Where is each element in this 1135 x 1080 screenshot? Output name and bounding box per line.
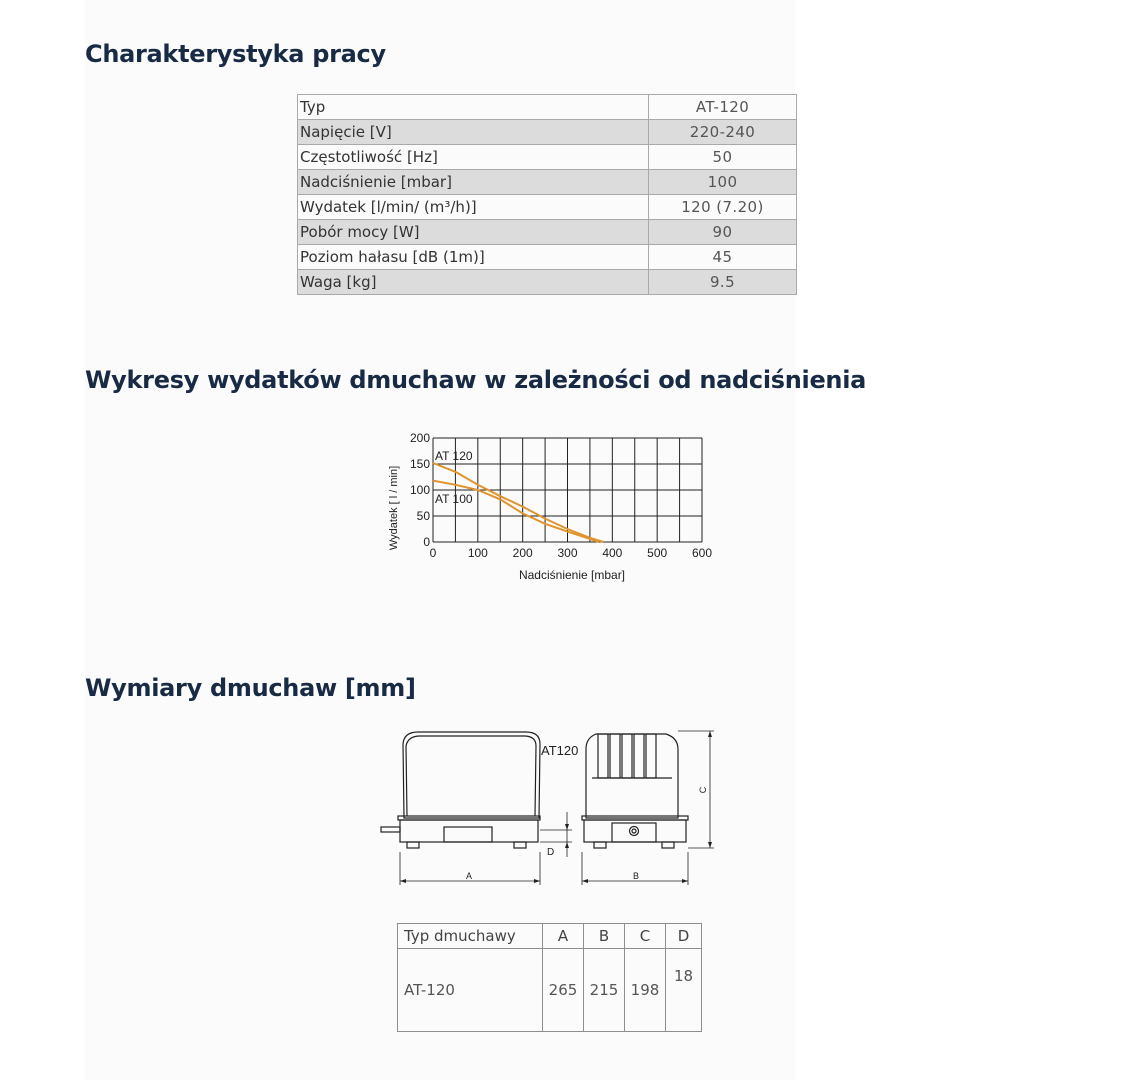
chart-heading: Wykresy wydatków dmuchaw w zależności od nadciśnienia: [85, 366, 867, 394]
x-tick-label: 0: [429, 546, 437, 560]
x-tick-label: 600: [691, 546, 713, 560]
spec-label: Poziom hałasu [dB (1m)]: [298, 245, 649, 270]
dim-label-c: C: [698, 786, 708, 794]
header-c: C: [625, 924, 666, 949]
x-tick-label: 200: [512, 546, 533, 560]
spec-value: 50: [649, 145, 797, 170]
spec-label: Waga [kg]: [298, 270, 649, 295]
flow-pressure-chart: [380, 428, 720, 588]
spec-value: 120 (7.20): [649, 195, 797, 220]
cell-d: 18: [666, 949, 702, 1032]
performance-heading: Charakterystyka pracy: [85, 40, 386, 68]
spec-label: Nadciśnienie [mbar]: [298, 170, 649, 195]
drawing-model-label: AT120: [541, 743, 579, 758]
dim-label-d: D: [547, 847, 555, 858]
y-tick-labels: [410, 431, 430, 549]
spec-label: Napięcie [V]: [298, 120, 649, 145]
spec-label: Pobór mocy [W]: [298, 220, 649, 245]
header-b: B: [584, 924, 625, 949]
table-row: [298, 145, 797, 170]
blower-drawing: [378, 724, 723, 889]
y-tick-label: 100: [409, 483, 430, 497]
x-axis-label: Nadciśnienie [mbar]: [518, 568, 626, 582]
header-d: D: [666, 924, 702, 949]
spec-value: 220-240: [649, 120, 797, 145]
dimensions-heading: Wymiary dmuchaw [mm]: [85, 674, 416, 702]
table-row: [298, 95, 797, 120]
cell-c: 198: [625, 949, 666, 1032]
header-a: A: [543, 924, 584, 949]
y-tick-label: 200: [409, 431, 430, 445]
y-tick-label: 50: [416, 509, 430, 523]
spec-value: 90: [649, 220, 797, 245]
spec-value: AT-120: [649, 95, 797, 120]
table-row: [298, 170, 797, 195]
x-tick-label: 300: [557, 546, 578, 560]
spec-value: 9.5: [649, 270, 797, 295]
table-row: [398, 949, 702, 1032]
x-tick-label: 100: [467, 546, 488, 560]
table-header-row: [398, 924, 702, 949]
table-row: [298, 120, 797, 145]
spec-label: Częstotliwość [Hz]: [298, 145, 649, 170]
table-row: [298, 270, 797, 295]
blower-front-view: [582, 731, 714, 885]
y-axis-label: Wydatek [ l / min]: [388, 465, 400, 551]
table-row: [298, 220, 797, 245]
table-row: [298, 245, 797, 270]
dimensions-table: [397, 923, 702, 1032]
y-tick-label: 0: [423, 535, 430, 549]
dim-label-a: A: [465, 871, 473, 881]
series-label-at100: AT 100: [435, 492, 473, 506]
table-row: [298, 195, 797, 220]
series-label-at120: AT 120: [435, 449, 473, 463]
spec-label: Wydatek [l/min/ (m³/h)]: [298, 195, 649, 220]
dim-label-b: B: [632, 871, 640, 881]
y-tick-label: 150: [409, 457, 430, 471]
cell-b: 215: [584, 949, 625, 1032]
spec-value: 100: [649, 170, 797, 195]
x-tick-labels: [430, 546, 713, 560]
cell-type: AT-120: [398, 949, 543, 1032]
cell-a: 265: [543, 949, 584, 1032]
spec-table: [297, 94, 797, 295]
chart-grid: [433, 438, 702, 542]
spec-label: Typ: [298, 95, 649, 120]
x-tick-label: 400: [602, 546, 623, 560]
x-tick-label: 500: [647, 546, 668, 560]
header-type: Typ dmuchawy: [398, 924, 543, 949]
spec-value: 45: [649, 245, 797, 270]
